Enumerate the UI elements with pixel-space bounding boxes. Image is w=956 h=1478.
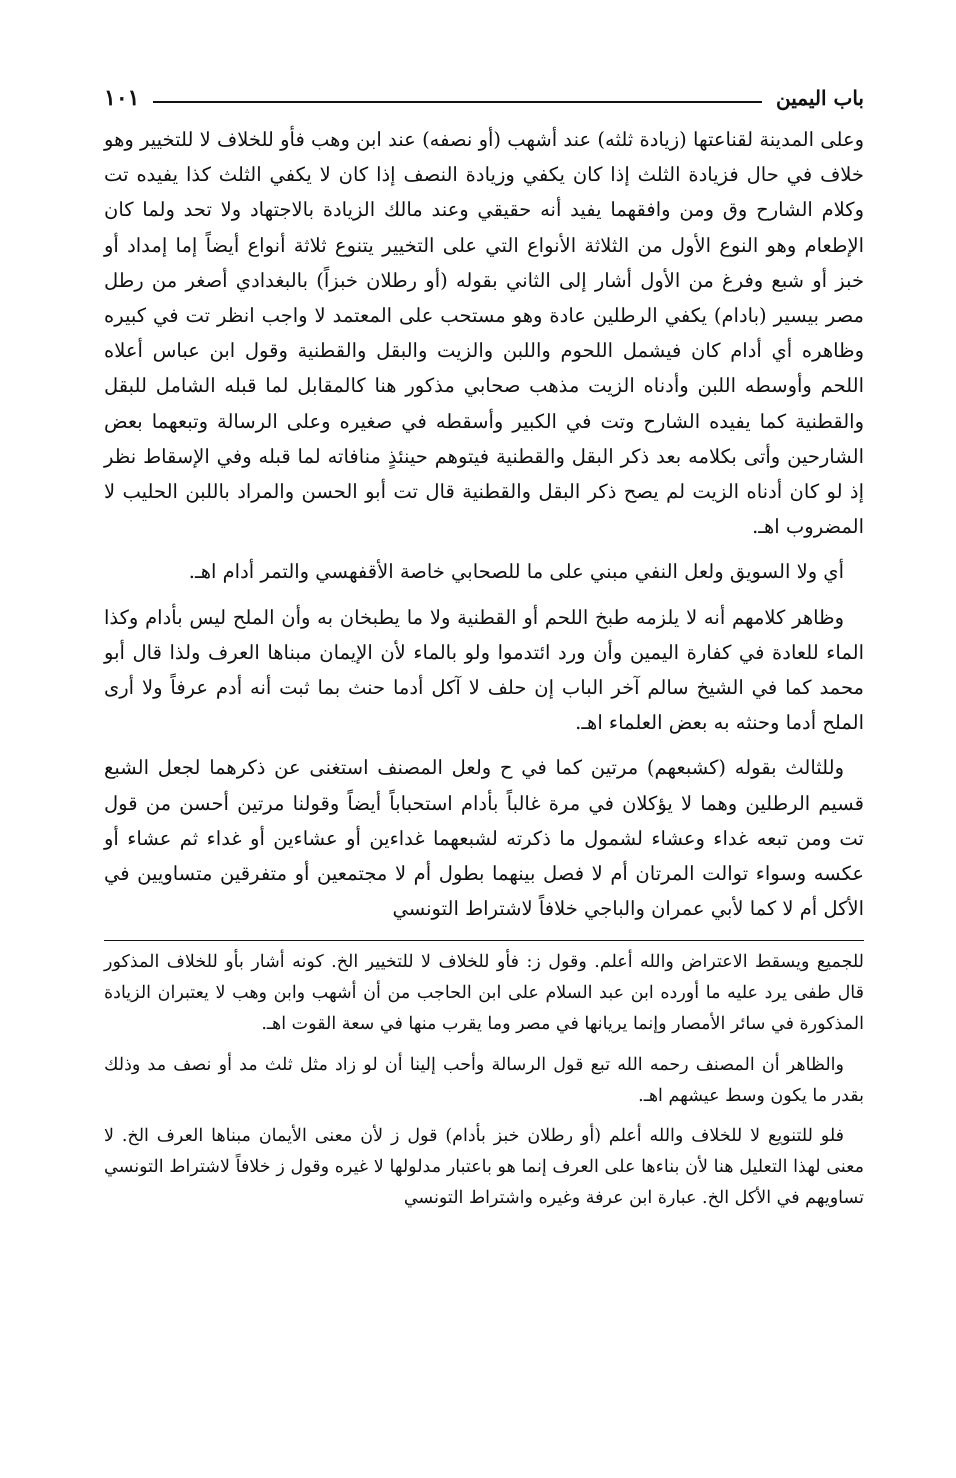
main-paragraph-4: وللثالث بقوله (كشبعهم) مرتين كما في ح ولعل المصنف استغنى عن ذكرهما لجعل الشبع قسيم الرطلين وهما لا يؤكلان في مرة غالباً بأدام استحباباً أيضاً وقولنا مرتين أحسن من قول تت ومن تبعه غداء وعشاء لشمول ما ذكرته لشبعهما غداءين أو عشاءين أو غداء ثم عشاء أو عكسه وسواء توالت المرتان أم لا فصل بينهما بطول أم لا مجتمعين أو متفرقين متساويين في الأكل أم لا كما لأبي عمران والباجي خلافاً لاشتراط التونسي: [104, 756, 864, 921]
footnote-paragraph-2: والظاهر أن المصنف رحمه الله تبع قول الرسالة وأحب إلينا أن لو زاد مثل ثلث مد أو نصف مد وذلك بقدر ما يكون وسط عيشهم اهـ.: [104, 1054, 864, 1106]
main-text: [104, 122, 864, 926]
main-paragraph-1: وعلى المدينة لقناعتها (زيادة ثلثه) عند أشهب (أو نصفه) عند ابن وهب فأو للخلاف لا للتخيير وهو خلاف في حال فزيادة الثلث إذا كان يكفي وزيادة النصف إذا كان لا يكفي الثلث كذا يفيده تت وكلام الشارح وق ومن وافقهما يفيد أنه حقيقي وعند مالك الزيادة بالاجتهاد ولا تحد ولما كان الإطعام وهو النوع الأول من الثلاثة الأنواع التي على التخيير يتنوع ثلاثة أنواع أيضاً إما إمداد أو خبز أو شبع وفرغ من الأول أشار إلى الثاني بقوله (أو رطلان خبزاً) بالبغدادي أصغر من رطل مصر بيسير (بادام) يكفي الرطلين عادة وهو مستحب على المعتمد لا واجب انظر تت في كبيره وظاهره أي أدام كان فيشمل اللحوم واللبن والزيت والبقل والقطنية وقول ابن عباس أعلاه اللحم وأوسطه اللبن وأدناه الزيت مذهب صحابي مذكور هنا كالمقابل لما قبله الشامل للبقل والقطنية كما يفيده الشارح وتت في الكبير وأسقطه في صغيره وعلى الرسالة وتبعهما بعض الشارحين وأتى بكلامه بعد ذكر البقل والقطنية فيتوهم حينئذٍ منافاته لما قبله وفي الإسقاط نظر إذ لو كان أدناه الزيت لم يصح ذكر البقل والقطنية قال تت أبو الحسن والمراد باللبن الحليب لا المضروب اهـ.: [104, 128, 864, 539]
footnotes: [104, 947, 864, 1213]
footnote-paragraph-3: فلو للتنويع لا للخلاف والله أعلم (أو رطلان خبز بأدام) قول ز لأن معنى الأيمان مبناها العرف الخ. لا معنى لهذا التعليل هنا لأن بناءها على العرف إنما هو باعتبار مدلولها لا غيره وقول ز خلافاً لاشتراط التونسي تساويهم في الأكل الخ. عبارة ابن عرفة وغيره واشتراط التونسي: [104, 1126, 864, 1209]
footnote-paragraph-1: للجميع ويسقط الاعتراض والله أعلم. وقول ز: فأو للخلاف لا للتخيير الخ. كونه أشار بأو للخلاف المذكور قال طفى يرد عليه ما أورده ابن عبد السلام على ابن الحاجب من أن أشهب وابن وهب لا يعتبران الزيادة المذكورة في سائر الأمصار وإنما يريانها في مصر وما يقرب منها في سعة القوت اهـ.: [104, 952, 864, 1035]
page-number: ١٠١: [104, 85, 140, 111]
book-page: [104, 80, 864, 1470]
footnote-divider: [104, 940, 864, 941]
main-paragraph-3: وظاهر كلامهم أنه لا يلزمه طبخ اللحم أو القطنية ولا ما يطبخان به وأن الملح ليس بأدام وكذا الماء للعادة في كفارة اليمين وأن ورد ائتدموا ولو بالماء لأن الإيمان مبناها العرف ولذا قال أبو محمد كما في الشيخ سالم آخر الباب إن حلف لا آكل أدما حنث بما ثبت أنه أدم عرفاً ولا أرى الملح أدما وحنثه به بعض العلماء اهـ.: [104, 605, 864, 735]
header-rule: [153, 101, 762, 103]
main-paragraph-2: أي ولا السويق ولعل النفي مبني على ما للصحابي خاصة الأقفهسي والتمر أدام اهـ.: [188, 560, 844, 584]
chapter-title: باب اليمين: [776, 86, 864, 110]
page-header: [104, 80, 864, 116]
